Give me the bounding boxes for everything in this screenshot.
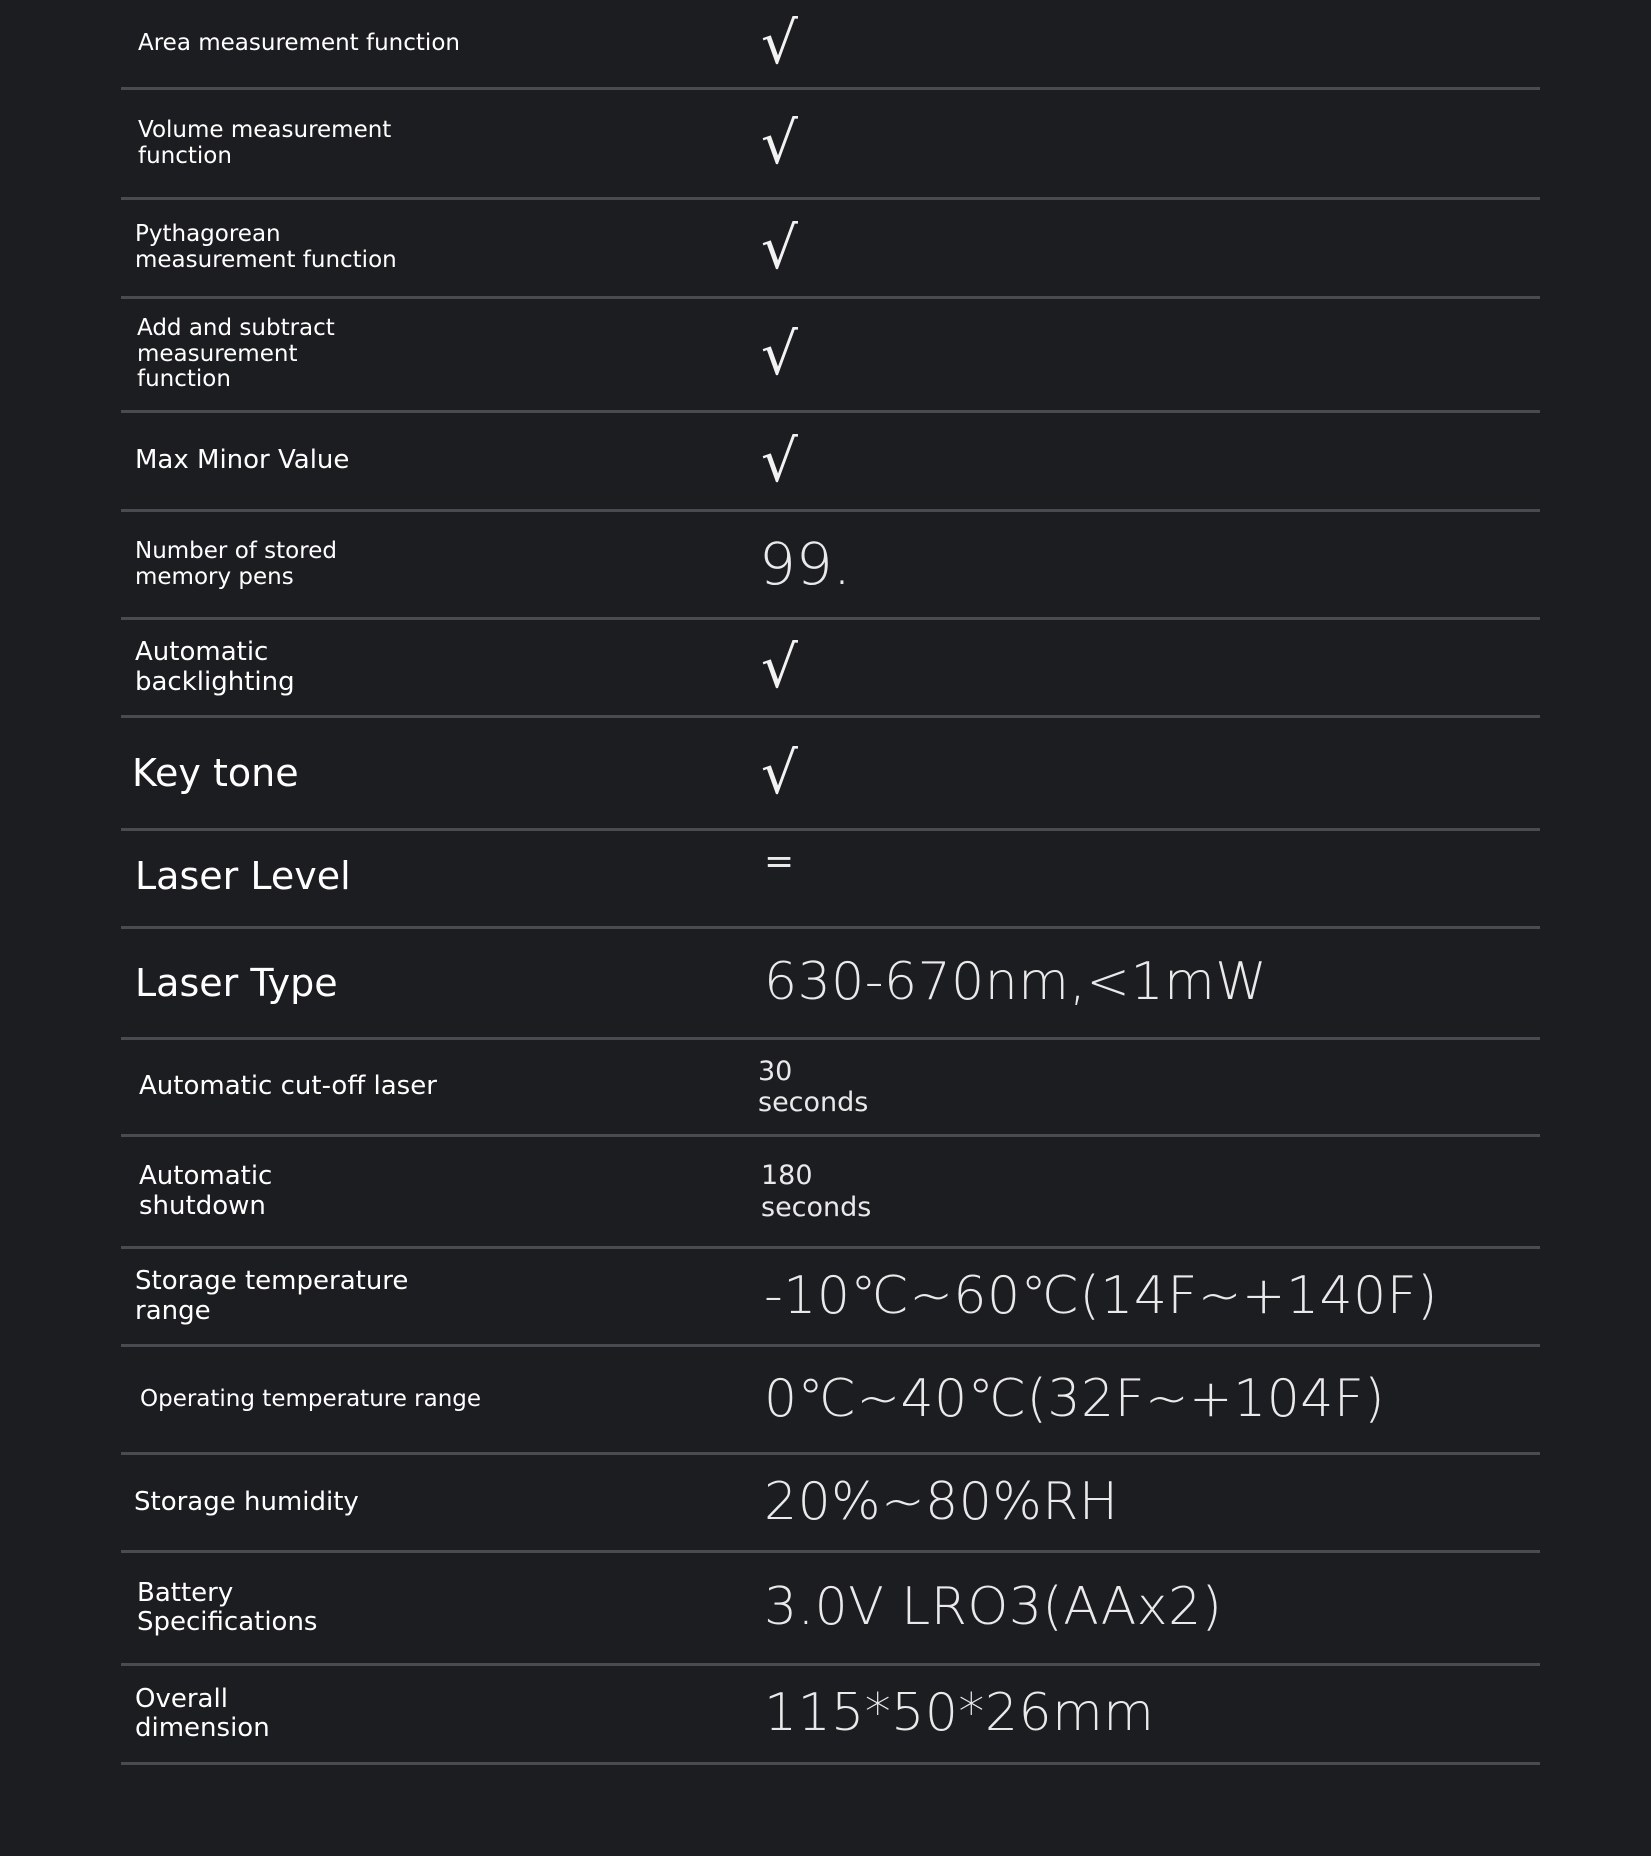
spec-row-add-subtract-measurement xyxy=(121,299,1540,413)
spec-label: Overall dimension xyxy=(135,1683,270,1743)
spec-row-battery-specifications xyxy=(121,1553,1540,1666)
spec-label: Battery Specifications xyxy=(137,1577,318,1637)
equal-icon: = xyxy=(764,841,795,882)
check-icon: √ xyxy=(761,633,798,702)
spec-label: Automatic cut-off laser xyxy=(139,1071,437,1102)
spec-row-laser-type xyxy=(121,929,1540,1040)
check-icon: √ xyxy=(761,738,798,807)
spec-row-area-measurement xyxy=(121,0,1540,90)
spec-label: Storage humidity xyxy=(134,1486,359,1517)
spec-row-automatic-backlighting xyxy=(121,620,1540,718)
spec-label: Storage temperature range xyxy=(135,1266,409,1326)
spec-value: 20%~80%RH xyxy=(764,1471,1119,1532)
check-icon: √ xyxy=(761,9,798,78)
spec-row-key-tone xyxy=(121,718,1540,831)
spec-value: 630-670nm,<1mW xyxy=(764,952,1268,1013)
check-icon: √ xyxy=(761,426,798,495)
spec-row-overall-dimension xyxy=(121,1666,1540,1765)
check-icon: √ xyxy=(761,109,798,178)
spec-label: Key tone xyxy=(132,750,299,795)
check-icon: √ xyxy=(761,320,798,389)
spec-label: Pythagorean measurement function xyxy=(135,221,397,273)
spec-label: Laser Type xyxy=(135,960,338,1005)
spec-row-automatic-shutdown xyxy=(121,1137,1540,1249)
spec-row-max-minor-value xyxy=(121,413,1540,512)
spec-label: Add and subtract measurement function xyxy=(137,314,335,393)
spec-value: -10℃~60℃(14F~+140F) xyxy=(764,1265,1438,1326)
spec-row-storage-temperature xyxy=(121,1249,1540,1347)
spec-value: 115*50*26mm xyxy=(764,1683,1155,1744)
check-icon: √ xyxy=(761,213,798,282)
spec-label: Operating temperature range xyxy=(140,1385,482,1412)
spec-table xyxy=(121,0,1540,1765)
spec-label: Laser Level xyxy=(135,854,351,898)
spec-label: Max Minor Value xyxy=(135,445,350,476)
spec-label: Volume measurement function xyxy=(138,116,392,169)
spec-value: 30 seconds xyxy=(758,1055,869,1118)
spec-label: Automatic backlighting xyxy=(135,637,295,697)
spec-row-volume-measurement xyxy=(121,90,1540,200)
spec-row-stored-memory xyxy=(121,512,1540,620)
spec-row-automatic-cutoff-laser xyxy=(121,1040,1540,1137)
spec-row-storage-humidity xyxy=(121,1455,1540,1553)
spec-value: 180 seconds xyxy=(761,1160,872,1223)
spec-row-laser-level xyxy=(121,831,1540,929)
spec-value: 0℃~40℃(32F~+104F) xyxy=(764,1368,1386,1429)
spec-row-operating-temperature xyxy=(121,1347,1540,1455)
spec-row-pythagorean-measurement xyxy=(121,200,1540,299)
spec-value: 3.0V LRO3(AAx2) xyxy=(764,1577,1223,1638)
spec-label: Area measurement function xyxy=(138,29,460,56)
spec-label: Automatic shutdown xyxy=(139,1161,273,1221)
spec-label: Number of stored memory pens xyxy=(135,537,337,590)
spec-value: 99. xyxy=(759,530,852,599)
